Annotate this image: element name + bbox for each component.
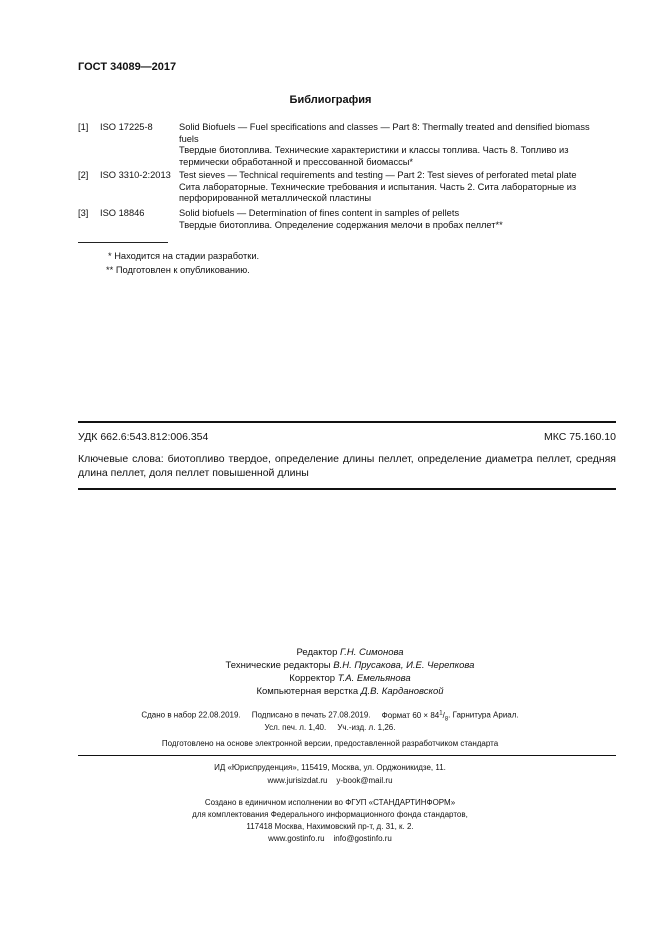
entry-line: Твердые биотоплива. Определение содержания мелочи в пробах пеллет** — [179, 219, 503, 230]
credit-label: Технические редакторы — [225, 660, 331, 671]
entry-number: [1] — [78, 122, 89, 132]
bibliography-title: Библиография — [289, 94, 372, 106]
footnote-2: ** Подготовлен к опубликованию. — [106, 265, 250, 275]
entry-line: Сита лабораторные. Технические требования и испытания. Часть 2. Сита лабораторные из — [179, 181, 577, 192]
producer-contacts: www.gostinfo.ru info@gostinfo.ru — [268, 834, 392, 843]
entry-line: Твердые биотоплива. Технические характеристики и классы топлива. Часть 8. Топливо из — [179, 145, 569, 156]
prepared-note: Подготовлено на основе электронной версии, предоставленной разработчиком стандарта — [161, 739, 499, 748]
font-name: . Гарнитура Ариал. — [448, 710, 519, 720]
credit-name: Т.А. Емельянова — [337, 673, 411, 684]
sheets-line — [90, 723, 570, 732]
entry-line: Solid biofuels — Determination of fines content in samples of pellets — [179, 208, 460, 218]
credit-corrector — [150, 673, 550, 684]
entry-number: [3] — [78, 208, 89, 218]
producer-line-2: для комплектования Федерального информационного фонда стандартов, — [192, 810, 468, 819]
entry-number: [2] — [78, 170, 89, 180]
credit-label: Корректор — [289, 673, 336, 684]
credit-editor — [150, 647, 550, 658]
signed-date: Подписано в печать 27.08.2019. — [251, 710, 371, 720]
credit-name: Д.В. Кардановской — [360, 686, 444, 697]
publisher-contacts: www.jurisizdat.ru y-book@mail.ru — [267, 776, 393, 785]
credit-label: Редактор — [296, 647, 338, 658]
credit-name: В.Н. Прусакова, И.Е. Черепкова — [333, 660, 475, 671]
credit-tech-editors — [150, 660, 550, 671]
publisher-address: ИД «Юриспруденция», 115419, Москва, ул. Орджоникидзе, 11. — [214, 763, 446, 772]
credit-layout — [150, 686, 550, 697]
submitted-date: Сдано в набор 22.08.2019. — [141, 710, 241, 720]
entry-line: Solid Biofuels — Fuel specifications and classes — Part 8: Thermally treated and densified biomass — [179, 122, 590, 132]
entry-code: ISO 17225-8 — [100, 122, 153, 132]
udk-code: УДК 662.6:543.812:006.354 — [78, 431, 209, 443]
divider-bottom — [78, 488, 616, 490]
producer-line-1: Создано в единичном исполнении во ФГУП «СТАНДАРТИНФОРМ» — [204, 798, 456, 807]
credit-name: Г.Н. Симонова — [340, 647, 404, 658]
print-sheets: Усл. печ. л. 1,40. — [264, 723, 327, 732]
entry-line: fuels — [179, 133, 199, 144]
producer-line-3: 117418 Москва, Нахимовский пр-т, д. 31, к. 2. — [246, 822, 414, 831]
mks-code: МКС 75.160.10 — [544, 431, 616, 443]
bibliography-entry — [78, 122, 616, 168]
divider-top — [78, 421, 616, 423]
entry-line: термически обработанной и прессованной биомассы* — [179, 156, 414, 167]
entry-line: перфорированной металлической пластины — [179, 193, 372, 204]
entry-code: ISO 18846 — [100, 208, 145, 218]
entry-line: Test sieves — Technical requirements and testing — Part 2: Test sieves of perforated metal plate — [179, 170, 577, 180]
paper-format: Формат $60 \times 84^1/_8$ — [381, 710, 449, 723]
footnote-divider — [78, 242, 168, 243]
bibliography-entry — [78, 170, 616, 205]
keywords: Ключевые слова: биотопливо твердое, определение длины пеллет, определение диаметра пеллет, средняя длина пеллет, доля пеллет повышенной длины — [78, 453, 616, 479]
standard-number: ГОСТ 34089—2017 — [78, 61, 177, 73]
credit-label: Компьютерная верстка — [256, 686, 359, 697]
publishing-sheets: Уч.-изд. л. 1,26. — [337, 723, 396, 732]
divider-publisher — [78, 755, 616, 756]
bibliography-entry — [78, 208, 616, 231]
footnote-1: * Находится на стадии разработки. — [108, 251, 260, 261]
print-info-line — [90, 710, 570, 722]
entry-code: ISO 3310-2:2013 — [100, 170, 171, 180]
